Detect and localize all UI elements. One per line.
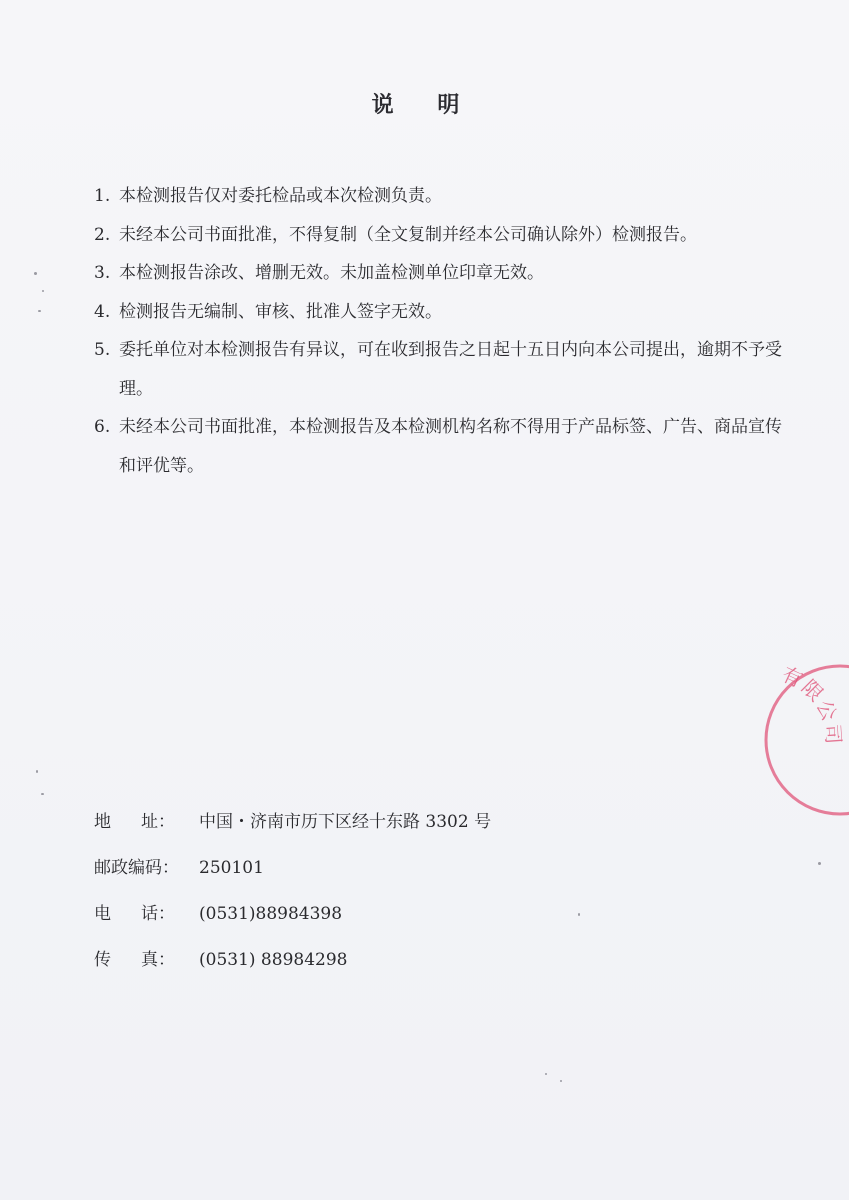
note-number: 6. [94,417,111,437]
note-item [94,408,794,485]
phone-label-b: 话： [141,904,175,924]
note-text: 本检测报告涂改、增删无效。未加盖检测单位印章无效。 [119,263,544,283]
scan-speck [41,793,44,795]
note-number: 1. [94,186,111,206]
seal-text: 有限公司 [778,661,846,747]
note-item [94,293,794,332]
postcode-row [94,845,491,891]
note-number: 2. [94,224,111,245]
address-label-a: 地 [94,812,111,832]
scan-speck [42,290,44,292]
note-item [94,177,794,216]
fax-label [94,937,175,983]
svg-text:有限公司 [778,662,846,747]
note-text: 本检测报告仅对委托检品或本次检测负责。 [119,186,442,206]
scan-speck [545,1073,547,1075]
address-label [94,799,175,845]
note-number: 5. [94,340,111,360]
fax-label-a: 传 [94,950,111,970]
address-label-b: 址： [141,812,175,832]
postcode-label: 邮政编码： [94,858,179,878]
phone-label-a: 电 [94,904,111,924]
scan-speck [38,310,41,312]
fax-label-b: 真： [141,950,175,970]
note-text: 委托单位对本检测报告有异议，可在收到报告之日起十五日内向本公司提出，逾期不予受理。 [119,340,782,399]
note-number: 3. [94,263,111,283]
scan-speck [560,1080,562,1082]
contact-info [94,799,491,983]
postcode-value: 250101 [199,858,264,878]
note-number: 4. [94,301,111,322]
note-text: 未经本公司书面批准，不得复制（全文复制并经本公司确认除外）检测报告。 [119,224,697,245]
page-title: 说 明 [371,92,478,118]
note-text: 检测报告无编制、审核、批准人签字无效。 [119,301,442,322]
scan-speck [36,770,38,773]
scan-speck [578,913,580,916]
address-value: 中国・济南市历下区经十东路 3302 号 [199,812,492,832]
address-row [94,799,491,845]
company-seal-icon [740,660,849,820]
fax-row [94,937,491,983]
note-item [94,254,794,293]
scan-speck [34,272,37,275]
phone-value: (0531)88984398 [199,904,343,924]
phone-label [94,891,175,937]
note-item [94,216,794,255]
note-item [94,331,794,408]
scan-speck [818,862,821,865]
fax-value: (0531) 88984298 [199,950,348,970]
phone-row [94,891,491,937]
note-text: 未经本公司书面批准，本检测报告及本检测机构名称不得用于产品标签、广告、商品宣传和评优等。 [119,417,782,476]
notes-list [94,177,794,485]
